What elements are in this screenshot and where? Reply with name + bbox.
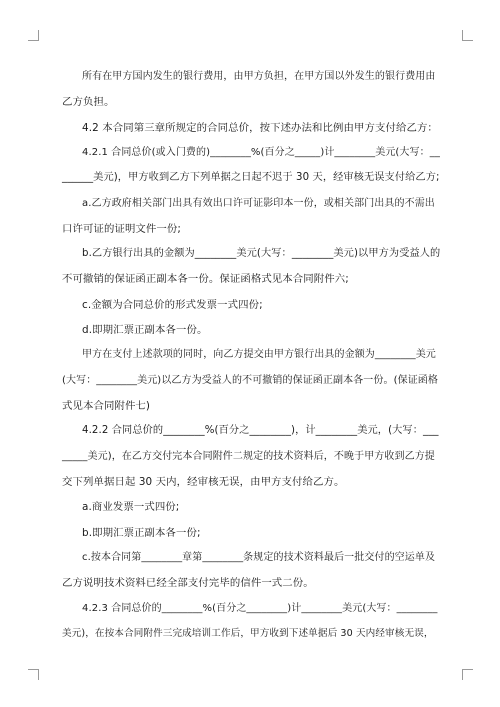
paragraph-line: 4.2 本合同第三章所规定的合同总价，按下述办法和比例由甲方支付给乙方：: [82, 122, 438, 134]
paragraph-line: 4.2.3 合同总价的________%(百分之________)计________美元(大写：________: [82, 603, 438, 614]
paragraph-line: 甲方在支付上述款项的同时，向乙方提交由甲方银行出具的金额为________美元: [82, 349, 436, 360]
paragraph-line: 乙方负担。: [62, 96, 115, 108]
paragraph-line: 不可撤销的保证函正副本各一份。保证函格式见本合同附件六;: [62, 273, 349, 285]
paragraph-line: 乙方说明技术资料已经全部支付完毕的信件一式二份。: [62, 577, 314, 589]
paragraph-line: a.商业发票一式四份;: [82, 501, 180, 513]
paragraph-line: b.即期汇票正副本各一份;: [82, 527, 201, 539]
paragraph-line: c.按本合同第________章第________条规定的技术资料最后一批交付的空运单及: [82, 552, 436, 563]
paragraph-line: (大写：________美元)以乙方为受益人的不可撤销的保证函正副本各一份。(保证函格: [62, 375, 439, 386]
paragraph-line: 式见本合同附件七): [62, 400, 151, 412]
paragraph-line: ______美元)，甲方收到乙方下列单据之日起不迟于 30 天，经审核无误支付给乙方;: [62, 172, 440, 183]
paragraph-line: 美元)，在按本合同附件三完成培训工作后，甲方收到下述单据后 30 天内经审核无误，: [62, 628, 434, 639]
paragraph-line: d.即期汇票正副本各一份。: [82, 324, 208, 336]
paragraph-line: 口许可证的证明文件一份;: [62, 223, 181, 235]
paragraph-line: 交下列单据日起 30 天内，经审核无误，由甲方支付给乙方。: [62, 476, 345, 488]
paragraph-line: b.乙方银行出具的金额为________美元(大写：________美元)以甲方为受益人的: [82, 248, 441, 259]
paragraph-line: c.金额为合同总价的形式发票一式四份;: [82, 299, 263, 311]
paragraph-line: 4.2.1 合同总价(或入门费的)________%(百分之_____)计________美元(大写：__: [82, 147, 440, 158]
paragraph-line: _____美元)，在乙方交付完本合同附件二规定的技术资料后，不晚于甲方收到乙方提: [62, 451, 435, 462]
paragraph-line: 4.2.2 合同总价的________%(百分之________)，计________美元，(大写：___: [82, 425, 439, 436]
paragraph-line: 所有在甲方国内发生的银行费用，由甲方负担，在甲方国以外发生的银行费用由: [82, 71, 436, 82]
paragraph-line: a.乙方政府相关部门出具有效出口许可证影印本一份，或相关部门出具的不需出: [82, 198, 435, 209]
